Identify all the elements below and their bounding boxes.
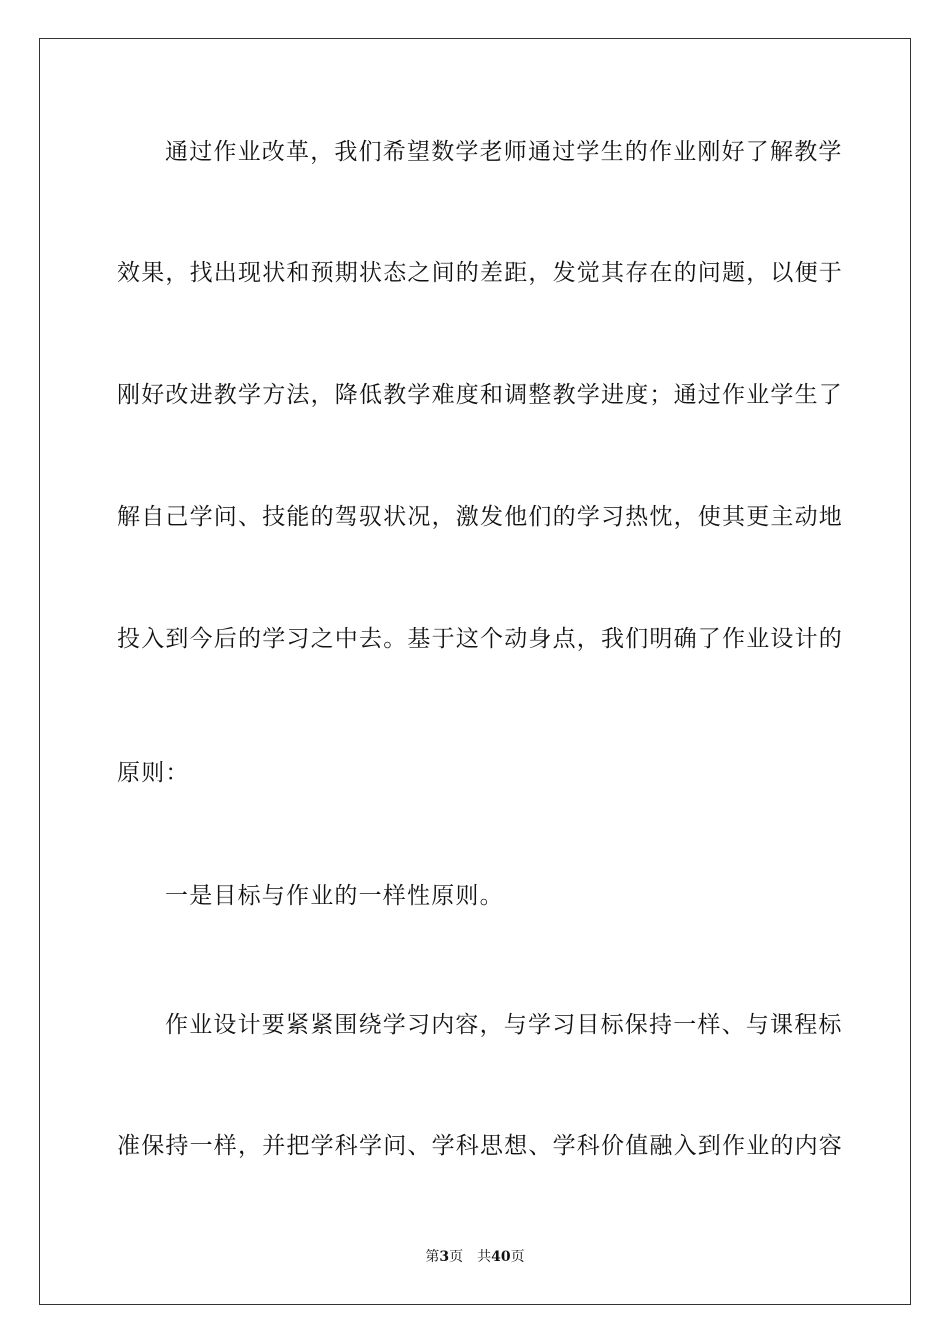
paragraph-line: 刚好改进教学方法，降低教学难度和调整教学进度；通过作业学生了	[117, 382, 843, 408]
page-suffix: 页	[449, 1249, 464, 1265]
page-frame	[39, 38, 911, 1305]
total-pages: 40	[491, 1249, 511, 1265]
page-number: 3	[439, 1249, 450, 1265]
page-prefix: 第	[425, 1249, 440, 1265]
paragraph-line: 效果，找出现状和预期状态之间的差距，发觉其存在的问题，以便于	[117, 260, 843, 286]
total-suffix: 页	[510, 1249, 525, 1265]
paragraph-line: 作业设计要紧紧围绕学习内容，与学习目标保持一样、与课程标	[165, 1012, 843, 1038]
paragraph-line: 解自己学问、技能的驾驭状况，激发他们的学习热忱，使其更主动地	[117, 504, 843, 530]
paragraph-line: 投入到今后的学习之中去。基于这个动身点，我们明确了作业设计的	[117, 626, 843, 652]
paragraph-line: 通过作业改革，我们希望数学老师通过学生的作业刚好了解教学	[165, 139, 843, 165]
total-prefix: 共	[477, 1249, 492, 1265]
page-footer	[0, 1248, 950, 1266]
paragraph-line: 准保持一样，并把学科学问、学科思想、学科价值融入到作业的内容	[117, 1133, 843, 1159]
paragraph-line: 一是目标与作业的一样性原则。	[165, 883, 504, 909]
paragraph-line: 原则：	[117, 760, 190, 786]
